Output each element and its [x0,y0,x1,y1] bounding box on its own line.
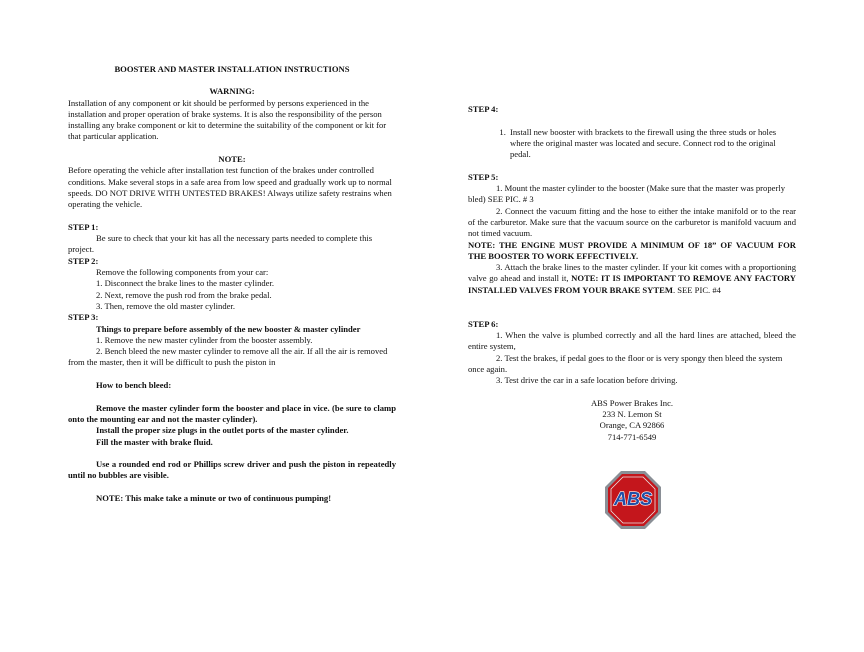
bench-para: Install the proper size plugs in the outlet ports of the master cylinder. [96,425,349,436]
step6-item: 3. Test drive the car in a safe location before driving. [496,375,678,386]
company-city: Orange, CA 92866 [599,420,665,431]
step4-item: 1. Install new booster with brackets to the firewall using the three studs or holes where the original master was located and secure. Connect rod to the original pedal. [508,127,796,161]
step4-list [468,127,796,161]
step5-item3-end: . SEE PIC. #4 [672,284,721,295]
logo-text: ABS [613,489,653,509]
bench-para: Use a rounded end rod or Phillips screw driver and push the piston in repeatedly until no bubbles are visible. [68,459,396,481]
bench-para: Remove the master cylinder form the booster and place in vice. (be sure to clamp onto the mounting ear and not the master cylinder). [68,402,396,424]
step5-item3 [468,262,796,296]
company-phone: 714-771-6549 [607,431,657,442]
step3-item: 2. Bench bleed the new master cylinder to remove all the air. If all the air is removed from the master, then it will be difficult to push the piston in [68,346,388,368]
step3-item: 1. Remove the new master cylinder from the booster assembly. [96,334,313,345]
step1-heading: STEP 1: [68,221,99,232]
step5-heading: STEP 5: [468,171,499,182]
warning-heading: WARNING: [209,86,255,97]
step5-item3-start: 3. Attach the brake lines to the master cylinder. If your kit comes with a proportioning valve go ahead and install it, [468,262,796,284]
note-heading: NOTE: [218,154,246,165]
bench-para: Fill the master with brake fluid. [96,436,213,447]
abs-logo [604,470,662,530]
company-address [468,398,796,443]
step2-heading: STEP 2: [68,255,99,266]
step3-heading: STEP 3: [68,312,99,323]
company-name: ABS Power Brakes Inc. [590,397,674,408]
step5-item: 1. Mount the master cylinder to the booster (Make sure that the master was properly bled) SEE PIC. # 3 [468,183,786,205]
right-column [468,104,796,443]
step6-item: 2. Test the brakes, if pedal goes to the floor or is very spongy then bleed the system once again. [468,352,783,374]
bench-note: NOTE: This make take a minute or two of continuous pumping! [96,492,332,503]
step5-note: NOTE: THE ENGINE MUST PROVIDE A MINIMUM OF 18” OF VACUUM FOR THE BOOSTER TO WORK EFFECTIVELY. [468,239,796,261]
step5-item3-warning: NOTE: IT IS IMPORTANT TO REMOVE ANY FACTORY INSTALLED VALVES FROM YOUR BRAKE SYTEM [468,273,796,295]
step6-heading: STEP 6: [468,318,499,329]
step6-item: 1. When the valve is plumbed correctly and all the hard lines are attached, bleed the entire system, [468,329,796,352]
step3-subheading: Things to prepare before assembly of the new booster & master cylinder [96,323,361,334]
step2-item: 1. Disconnect the brake lines to the master cylinder. [96,278,275,289]
step2-item: 3. Then, remove the old master cylinder. [96,300,235,311]
step1-text: Be sure to check that your kit has all the necessary parts needed to complete this project. [68,233,373,255]
document-title: BOOSTER AND MASTER INSTALLATION INSTRUCTIONS [114,64,350,74]
step2-item: 2. Next, remove the push rod from the brake pedal. [96,289,272,300]
note-text: Before operating the vehicle after installation test function of the brakes under controlled conditions. Make several stops in a safe area from low speed and gradually work up to normal speeds. DO NOT DRIVE WITH UNTESTED BRAKES! Always utilize safety restrains when operating the vehicle. [68,165,392,210]
step5-item: 2. Connect the vacuum fitting and the hose to either the intake manifold or to the rear of the carburetor. Make sure that the vacuum source on the carburetor is manifold vacuum and not timed vacuum. [468,205,796,239]
warning-text: Installation of any component or kit should be performed by persons experienced in the installation and proper operation of brake systems. It is also the responsibility of the person installing any brake component or kit to determine the suitability of the component or kit for that particular application. [68,97,387,142]
step2-intro: Remove the following components from your car: [96,267,269,278]
company-street: 233 N. Lemon St [602,409,662,420]
bench-heading: How to bench bleed: [96,380,172,391]
step4-heading: STEP 4: [468,104,499,114]
left-column [68,64,396,504]
